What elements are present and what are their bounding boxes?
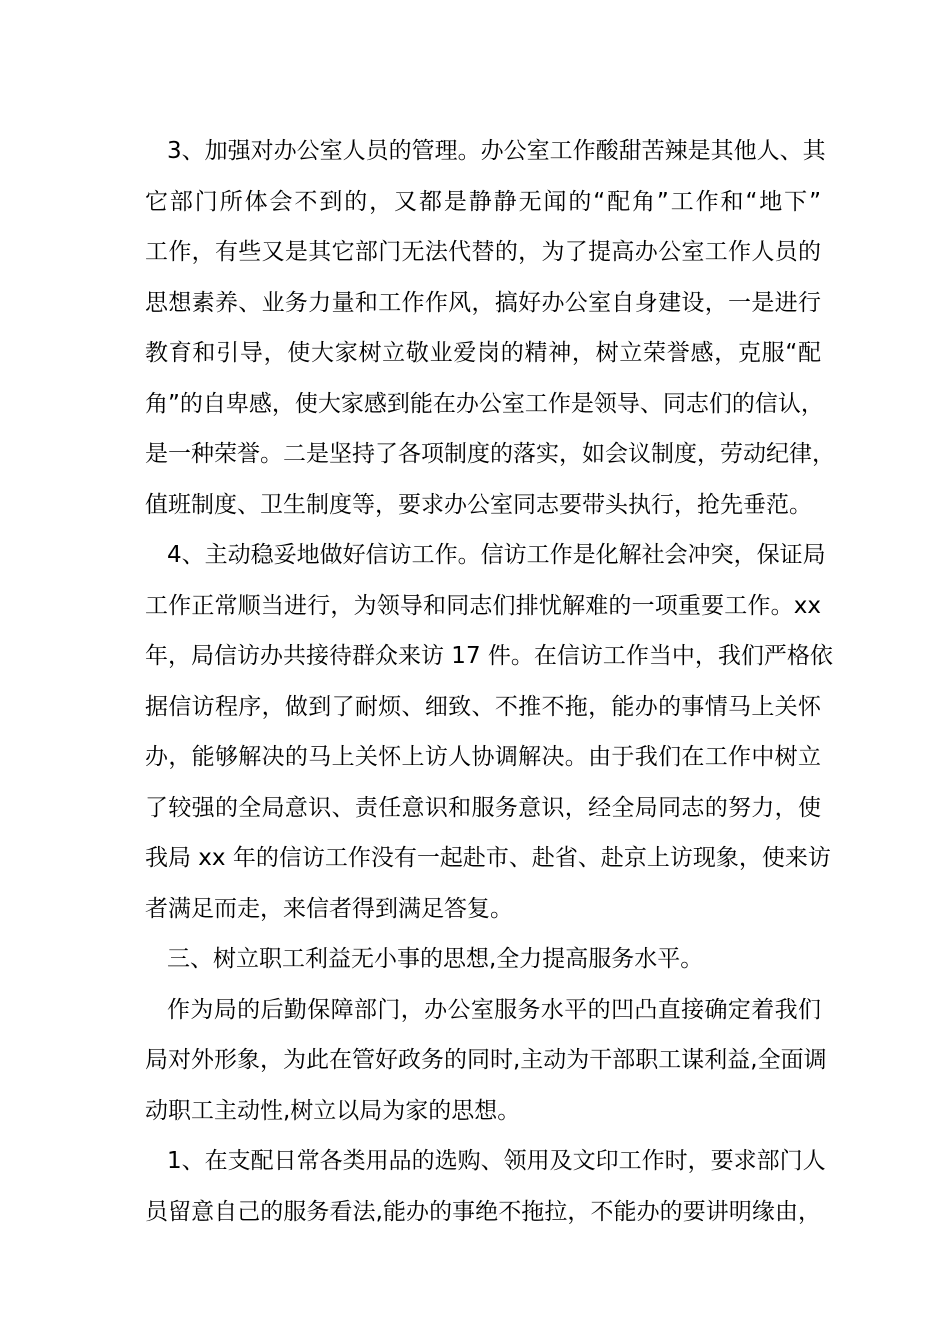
text-line: 是一种荣誉。二是坚持了各项制度的落实，如会议制度，劳动纪律，	[145, 441, 835, 467]
text-line: 动职工主动性,树立以局为家的思想。	[145, 1097, 521, 1124]
document-body	[145, 126, 835, 1237]
text-line: 据信访程序，做到了耐烦、细致、不推不拖，能办的事情马上关怀	[145, 693, 821, 720]
text-line: 办，能够解决的马上关怀上访人协调解决。由于我们在工作中树立	[145, 744, 821, 770]
text-line: 角”的自卑感，使大家感到能在办公室工作是领导、同志们的信认，	[145, 390, 824, 417]
text-line: 3、加强对办公室人员的管理。办公室工作酸甜苦辣是其他人、其	[167, 138, 826, 164]
section-heading: 三、树立职工利益无小事的思想,全力提高服务水平。	[167, 946, 704, 972]
text-line: 作为局的后勤保障部门，办公室服务水平的凹凸直接确定着我们	[167, 996, 821, 1023]
paragraph-petition-work	[145, 530, 833, 934]
text-line: 思想素养、业务力量和工作作风，搞好办公室自身建设，一是进行	[145, 289, 821, 316]
section-heading-service-level	[145, 934, 821, 985]
text-line: 年，局信访办共接待群众来访 17 件。在信访工作当中，我们严格依	[145, 643, 833, 669]
text-line: 4、主动稳妥地做好信访工作。信访工作是化解社会冲突，保证局	[167, 542, 826, 568]
text-line: 我局 xx 年的信访工作没有一起赴市、赴省、赴京上访现象，使来访	[145, 845, 831, 871]
text-line: 者满足而走，来信者得到满足答复。	[145, 895, 513, 922]
text-line: 员留意自己的服务看法,能办的事绝不拖拉，不能办的要讲明缘由，	[145, 1198, 821, 1225]
text-line: 局对外形象，为此在管好政务的同时,主动为干部职工谋利益,全面调	[145, 1047, 827, 1073]
text-line: 值班制度、卫生制度等，要求办公室同志要带头执行，抢先垂范。	[145, 491, 812, 518]
text-line: 工作正常顺当进行，为领导和同志们排忧解难的一项重要工作。xx	[145, 592, 821, 619]
text-line: 工作，有些又是其它部门无法代替的，为了提高办公室工作人员的	[145, 239, 821, 265]
text-line: 1、在支配日常各类用品的选购、领用及文印工作时，要求部门人	[167, 1148, 826, 1174]
paragraph-logistics-support	[145, 985, 827, 1137]
text-line: 了较强的全局意识、责任意识和服务意识，经全局同志的努力，使	[145, 794, 821, 821]
text-line: 教育和引导，使大家树立敬业爱岗的精神，树立荣誉感，克服“配	[145, 340, 821, 366]
paragraph-office-staff-management	[145, 126, 835, 530]
paragraph-daily-supplies	[145, 1136, 826, 1237]
text-line: 它部门所体会不到的，又都是静静无闻的“配角”工作和“地下”	[145, 188, 821, 215]
